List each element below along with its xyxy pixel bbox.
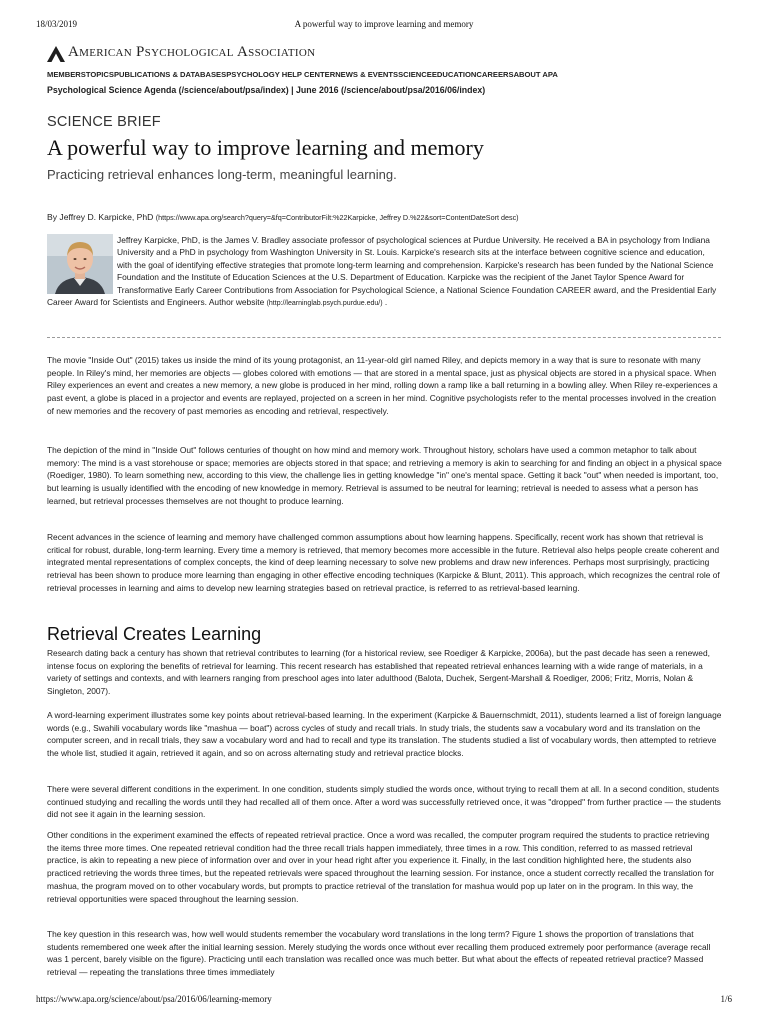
body-paragraph: There were several different conditions in the experiment. In one condition, students simply studied the words once, without trying to recall them at all. In a second condition, students continued studying and recalling the words until they had recalled all of them once. After a word was successfully retrieved once, it was "dropped" from further practice — the students did not see it again in the learning session. [47, 784, 721, 820]
nav-item-education[interactable]: EDUCATION [431, 70, 477, 79]
author-bio [47, 234, 721, 310]
article-subtitle: Practicing retrieval enhances long-term, meaningful learning. [47, 167, 397, 182]
nav-item-publications[interactable]: PUBLICATIONS & DATABASES [113, 70, 227, 79]
print-url: https://www.apa.org/science/about/psa/2016/06/learning-memory [36, 994, 272, 1004]
print-page-title: A powerful way to improve learning and memory [294, 19, 474, 29]
page-title: A powerful way to improve learning and memory [47, 135, 484, 160]
body-paragraph: The depiction of the mind in "Inside Out" follows centuries of thought on how mind and memory work. Throughout history, scholars have used a common metaphor to talk about memory: The mind is a vast storehouse or space; memories are objects stored in that space; and retrieving a memory is akin to searching for and finding an object in a physical space (Roediger, 1980). To learn something new, according to this view, the challenge lies in getting knowledge "in" one's mental space. Getting it back "out" when needed is important, too, but learning is usually identified with the encoding of new knowledge in memory. Retrieval is assumed to be neutral for learning; retrieval is needed to assess what a person has learned, but retrieval processes themselves are not thought to produce learning. [47, 445, 722, 506]
body-paragraph: The movie "Inside Out" (2015) takes us inside the mind of its young protagonist, an 11-year-old girl named Riley, and depicts memory in a way that is sure to resonate with many people. In Riley's mind, her memories are objects — globes colored with emotions — that are stored in a mental space, just as physical objects are stored in a physical space. When Riley experiences an event and creates a new memory, a new globe is produced in her mind, rolling down a ramp like a ball returning in a bowling alley. When Riley re-experiences a past event, a globe is placed in a projector and events are replayed, projected on a screen in her mind. Cognitive psychologists refer to the mental processes involved in the creation of new memories and the recovery of past memories as encoding and retrieval, respectively. [47, 355, 718, 416]
nav-item-psychology-help-center[interactable]: PSYCHOLOGY HELP CENTER [226, 70, 336, 79]
breadcrumb[interactable]: Psychological Science Agenda (/science/about/psa/index) | June 2016 (/science/about/psa/2016/06/index) [47, 85, 486, 95]
nav-item-science[interactable]: SCIENCE [398, 70, 432, 79]
article-kicker: SCIENCE BRIEF [47, 114, 161, 130]
author-bio-end: . [382, 297, 388, 308]
nav-item-careers[interactable]: CAREERS [476, 70, 514, 79]
body-paragraph: The key question in this research was, how well would students remember the vocabulary word translations in the long term? Figure 1 shows the proportion of translations that students remembered one week after the initial learning session. Merely studying the words once without ever recalling them produced extremely poor performance (average recall was 1 percent, barely visible on the figure). Practicing until each translation was recalled once was much better. But what about the effects of repeated retrieval practice? Massed retrieval — repeating the translations three times immediately [47, 929, 711, 978]
body-paragraph: Research dating back a century has shown that retrieval contributes to learning (for a historical review, see Roediger & Karpicke, 2006a), but the past decade has seen a renewed, intense focus on exploring the benefits of retrieval for learning. This recent research has established that repeated retrieval enhances learning with a wide range of materials, in a variety of settings and contexts, and with learners ranging from preschool ages into later adulthood (Balota, Duchek, Sergent-Marshall & Roediger, 2006; Fritz, Morris, Nolan & Singleton, 2007). [47, 648, 710, 697]
body-paragraph: Recent advances in the science of learning and memory have challenged common assumptions about how learning happens. Specifically, recent work has shown that retrieval is critical for robust, durable, long-term learning. Every time a memory is retrieved, that memory becomes more accessible in the future. Retrieval also helps people create coherent and integrated mental representations of complex concepts, the kind of deep learning necessary to solve new problems and draw new inferences. Perhaps most surprisingly, practicing retrieval has been shown to produce more learning than engaging in other effective encoding techniques (Karpicke & Blunt, 2011). This approach, which recognizes the central role of retrieval processes in learning and aims to develop new learning strategies based on retrieval practice, is referred to as retrieval-based learning. [47, 532, 720, 593]
print-date: 18/03/2019 [36, 19, 78, 29]
body-paragraph: Other conditions in the experiment examined the effects of repeated retrieval practice. Once a word was recalled, the computer program required the students to practice retrieving the items three more times. One repeated retrieval condition had the three recall trials happen immediately, three times in a row. This condition, referred to as massed retrieval practice, is akin to repeating a new piece of information over and over in your head right after you experience it. Finally, in the last condition highlighted here, the students also practiced retrieving the words three times, but the repeated retrievals were spaced throughout the learning session. For instance, once a student correctly recalled the translation for mashua, the program moved on to other vocabulary words, but prompts to practice retrieval of the translation for mashua would pop up later on in the program. In this way, the retrieval opportunities were spaced throughout the learning session. [47, 830, 715, 904]
apa-logo-text[interactable]: American Psychological Association [68, 44, 316, 60]
apa-logo-icon[interactable] [47, 46, 65, 62]
byline [47, 212, 519, 222]
page-number: 1/6 [720, 994, 732, 1004]
author-bio-text: Jeffrey Karpicke, PhD, is the James V. Bradley associate professor of psychological sciences at Purdue University. He received a BA in psychology from Indiana University and a PhD in psychology from Washington University in St. Louis. Karpicke's research sits at the interface between cognitive science and education, with the goal of identifying effective strategies that promote long-term learning and comprehension. Karpicke's research has been funded by the National Science Foundation and the Institute of Education Sciences at the U.S. Department of Education. Karpicke was the recipient of the Janet Taylor Spence Award for Transformative Early Career Contributions from Association for Psychological Science, a National Science Foundation CAREER award, and the Presidential Early Career Award for Scientists and Engineers. Author website [47, 235, 717, 308]
nav-item-members[interactable]: MEMBERS [47, 70, 86, 79]
byline-author-link[interactable]: (https://www.apa.org/search?query=&fq=ContributorFilt:%22Karpicke, Jeffrey D.%22&sort=ContentDateSort desc) [155, 213, 519, 222]
nav-item-topics[interactable]: TOPICS [85, 70, 114, 79]
nav-item-news-events[interactable]: NEWS & EVENTS [335, 70, 399, 79]
byline-author: By Jeffrey D. Karpicke, PhD [47, 212, 156, 222]
author-website-link[interactable]: (http://learninglab.psych.purdue.edu/) [266, 300, 383, 308]
top-navigation [47, 70, 558, 79]
bio-divider [47, 337, 721, 338]
section-heading: Retrieval Creates Learning [47, 624, 262, 644]
nav-item-about-apa[interactable]: ABOUT APA [513, 70, 558, 79]
body-paragraph: A word-learning experiment illustrates some key points about retrieval-based learning. In the experiment (Karpicke & Bauernschmidt, 2011), students learned a list of foreign language words (e.g., Swahili vocabulary words like "mashua — boat") across cycles of study and recall trials. In study trials, the students saw a vocabulary word and its translation on the computer screen, and in recall trials, they saw a vocabulary word and had to recall and type its translation. The students studied a list of vocabulary words, then attempted to retrieve the whole list, studied it again, retrieved it again, and so on across alternating study and retrieval practice blocks. [47, 710, 722, 759]
